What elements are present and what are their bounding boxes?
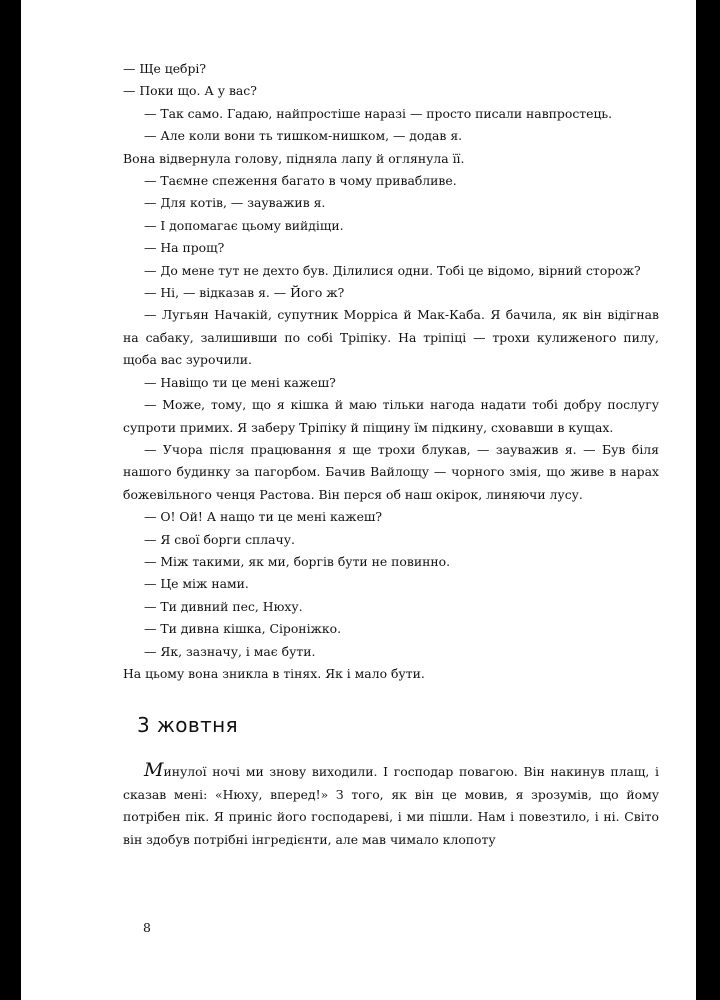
section-paragraph-text: инулої ночі ми знову виходили. І господар повагою. Він накинув плащ, і сказав мені: «Нюху, вперед!» З того, як він це мовив, я зрозумів, що йому потрібен пік. Я приніс його господареві, і ми пішли. Нам і повезтило, і ні. Світо він здобув потрібні інгредієнти, але мав чимало клопоту xyxy=(123,764,659,847)
paragraph: — Ти дивна кішка, Сіроніжко. xyxy=(144,621,342,637)
paragraph: — Я свої борги сплачу. xyxy=(144,531,295,547)
paragraph: — Ще цебрі? xyxy=(123,61,207,76)
paragraph: — Між такими, як ми, боргів бути не повинно. xyxy=(144,553,451,569)
section-paragraph xyxy=(123,759,659,851)
paragraph: — Але коли вони ть тишком-нишком, — додав я. xyxy=(144,128,463,144)
paragraph: — Для котів, — зауважив я. xyxy=(144,195,326,211)
book-page xyxy=(21,0,696,1000)
paragraph: — Ні, — відказав я. — Його ж? xyxy=(144,285,345,301)
main-text xyxy=(123,58,659,851)
section-body xyxy=(123,759,659,851)
paragraph: — Може, тому, що я кішка й маю тільки нагода надати тобі добру послугу супроти примих. Я заберу Тріпіку й піщину їм підкину, сховавши в кущах. xyxy=(123,397,659,435)
drop-cap: М xyxy=(144,759,164,782)
paragraph: — О! Ой! А нащо ти це мені кажеш? xyxy=(144,509,383,525)
section-heading: 3 жовтня xyxy=(137,713,239,738)
paragraph: На цьому вона зникла в тінях. Як і мало бути. xyxy=(123,665,425,681)
paragraph: — І допомагає цьому вийдіщи. xyxy=(144,217,344,233)
page-number: 8 xyxy=(143,920,151,935)
paragraph: — До мене тут не дехто був. Ділилися одни. Тобі це відомо, вірний сторож? xyxy=(144,262,641,278)
paragraph: — Як, зазначу, і має бути. xyxy=(144,643,316,659)
paragraph: — Ти дивний пес, Нюху. xyxy=(144,598,303,614)
paragraph: — Таємне спеження багато в чому привабливе. xyxy=(144,173,457,189)
paragraph: — Це між нами. xyxy=(144,576,249,592)
paragraph: Вона відвернула голову, підняла лапу й оглянула її. xyxy=(123,150,465,166)
paragraph: — Так само. Гадаю, найпростіше наразі — просто писали навпростець. xyxy=(144,105,613,121)
paragraph: — Лугьян Начакій, супутник Морріса й Мак-Каба. Я бачила, як він відігнав на сабаку, залишивши по собі Тріпіку. На тріпіці — трохи кулиженого пилу, щоба вас зурочили. xyxy=(123,307,659,368)
paragraph: — Учора після працювання я ще трохи блукав, — зауважив я. — Був біля нашого будинку за пагорбом. Бачив Вайлощу — чорного змія, що живе в нарах божевільного ченця Растова. Він перся об наш окірок, линяючи лусу. xyxy=(123,441,659,502)
paragraph: — Навіщо ти це мені кажеш? xyxy=(144,374,336,390)
paragraph: — На прощ? xyxy=(144,240,225,256)
paragraph: — Поки що. А у вас? xyxy=(123,83,257,99)
